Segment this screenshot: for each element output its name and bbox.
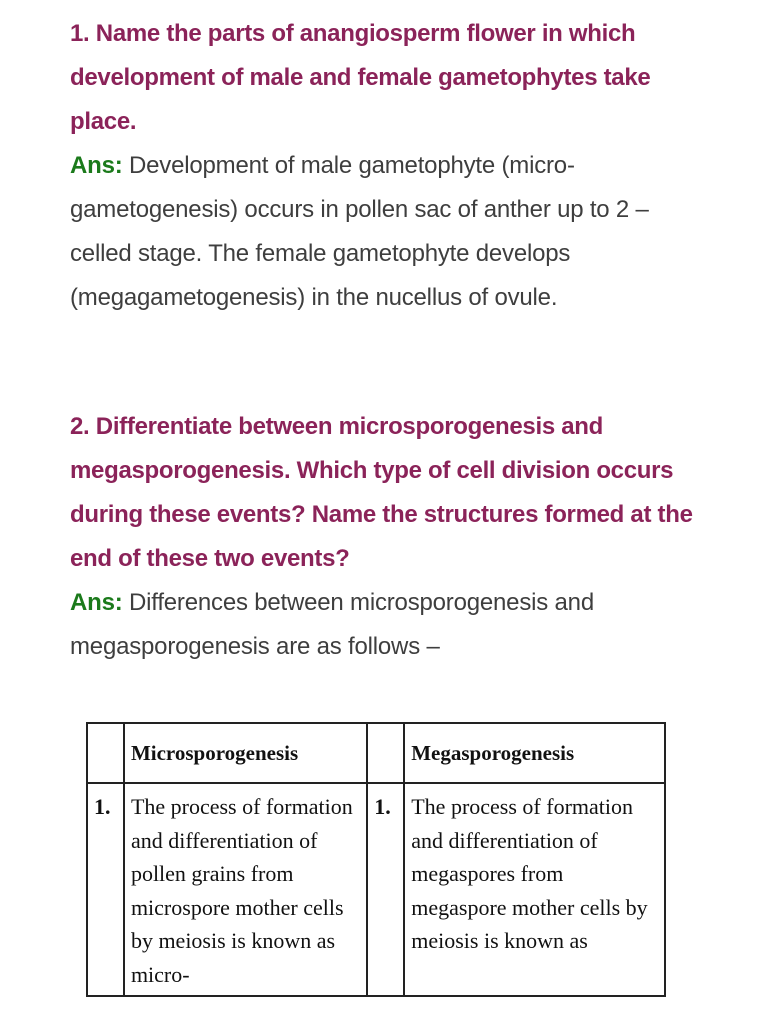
answer-body: Differences between microsporogenesis and megasporogenesis are as follows – bbox=[70, 589, 594, 660]
table-header-row bbox=[87, 723, 665, 783]
table-cell-number: 1. bbox=[367, 783, 404, 996]
table-header-cell: Megasporogenesis bbox=[404, 723, 665, 783]
comparison-table bbox=[86, 722, 666, 997]
table-cell: The process of formation and differentiation of megaspores from megaspore mother cells by meiosis is known as bbox=[404, 783, 665, 996]
table-header-cell bbox=[367, 723, 404, 783]
table-header-cell: Microsporogenesis bbox=[124, 723, 367, 783]
question-block-2 bbox=[70, 405, 710, 669]
question-text: 2. Differentiate between microsporogenesis and megasporogenesis. Which type of cell division occurs during these events? Name the structures formed at the end of these two events? bbox=[70, 413, 693, 572]
table-row bbox=[87, 783, 665, 996]
table-cell-number: 1. bbox=[87, 783, 124, 996]
question-text: 1. Name the parts of anangiosperm flower in which development of male and female gametophytes take place. bbox=[70, 20, 651, 135]
table-cell: The process of formation and differentiation of pollen grains from microspore mother cells by meiosis is known as micro- bbox=[124, 783, 367, 996]
answer-label: Ans: bbox=[70, 589, 123, 616]
question-block-1 bbox=[70, 12, 710, 320]
answer-text bbox=[70, 144, 710, 320]
comparison-table-wrapper bbox=[86, 722, 666, 1024]
answer-body: Development of male gametophyte (micro-gametogenesis) occurs in pollen sac of anther up to 2 – celled stage. The female gametophyte develops (megagametogenesis) in the nucellus of ovule. bbox=[70, 152, 649, 311]
answer-label: Ans: bbox=[70, 152, 123, 179]
answer-text bbox=[70, 581, 710, 669]
table-header-cell bbox=[87, 723, 124, 783]
